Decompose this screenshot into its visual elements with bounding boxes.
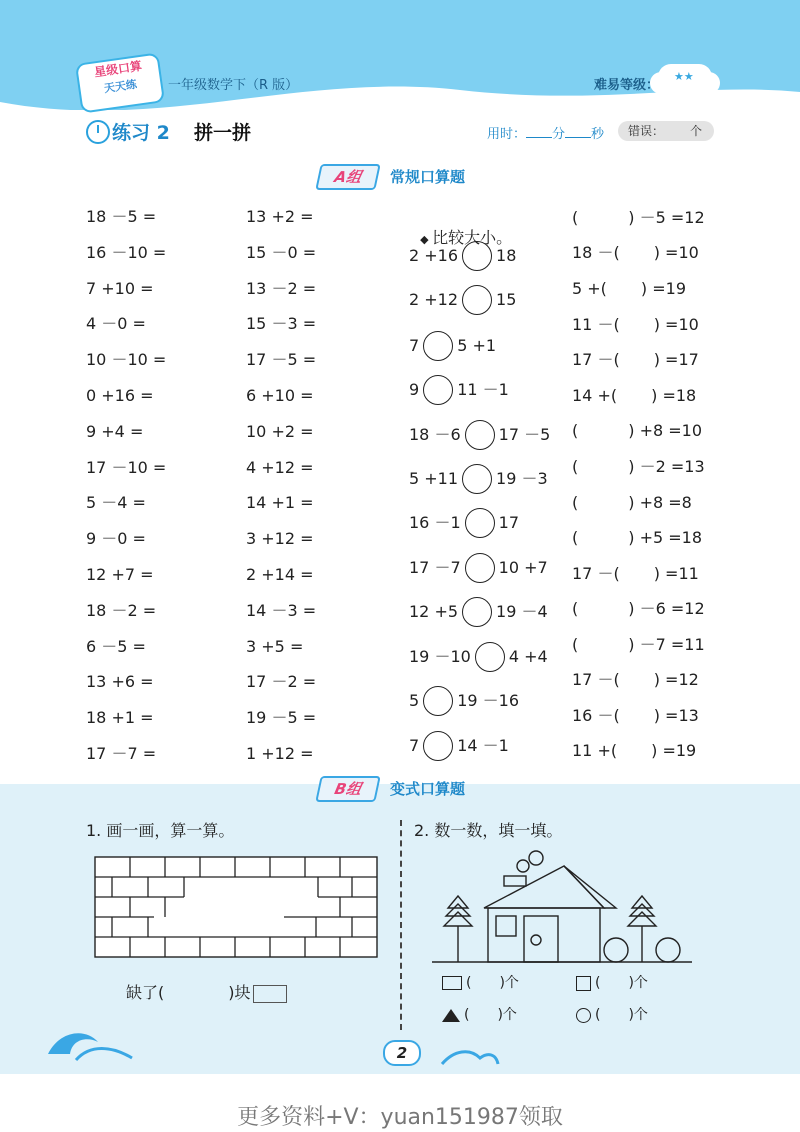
logo-line-2: 天天练	[103, 77, 138, 96]
equation[interactable]: 13 +6 =	[86, 672, 154, 692]
fill-equation	[572, 279, 686, 299]
compare-right: 19 －4	[496, 602, 548, 621]
triangle-icon	[442, 1009, 460, 1022]
book-title: 一年级数学下（R 版）	[168, 78, 299, 93]
equation[interactable]: 6 +10 =	[246, 386, 314, 405]
fill-suffix: =11	[665, 564, 699, 583]
equation[interactable]: 12 +7 =	[86, 565, 154, 584]
fill-prefix: 16 －(	[572, 706, 620, 725]
fill-prefix: (	[572, 528, 579, 547]
fill-close: )	[628, 457, 635, 476]
equation[interactable]: 9 －0 =	[86, 529, 146, 549]
missing-suffix: )块	[228, 983, 251, 1002]
fill-suffix: +8 =8	[639, 493, 692, 512]
fill-prefix: 11 +(	[572, 741, 618, 760]
seconds-blank[interactable]	[565, 137, 591, 138]
compare-left: 7	[409, 336, 420, 355]
errors-unit: 个	[689, 124, 702, 138]
count-close: )个	[628, 975, 648, 991]
fill-suffix: －2 =13	[639, 457, 705, 476]
equation[interactable]: 7 +10 =	[86, 278, 154, 298]
fill-close: )	[653, 706, 660, 725]
rectangle-icon	[442, 976, 462, 990]
difficulty-label: 难易等级：	[594, 78, 660, 93]
compare-circle-blank[interactable]	[423, 331, 453, 361]
fill-suffix: =10	[665, 243, 699, 262]
equation[interactable]: 15 －3 =	[246, 314, 317, 334]
fill-equation	[572, 421, 702, 441]
circle-icon	[576, 1008, 591, 1023]
fill-prefix: (	[572, 635, 579, 654]
compare-left: 16 －1	[409, 513, 461, 532]
equation[interactable]: 17 －7 =	[86, 744, 157, 763]
fill-equation	[572, 670, 699, 690]
fill-suffix: =13	[665, 706, 699, 725]
count-square	[576, 972, 648, 992]
fill-prefix: (	[572, 421, 579, 440]
compare-circle-blank[interactable]	[465, 508, 495, 538]
equation[interactable]: 17 －10 =	[86, 457, 167, 477]
compare-left: 18 －6	[409, 425, 461, 444]
compare-circle-blank[interactable]	[423, 375, 453, 405]
wave-decoration-left	[46, 1024, 136, 1064]
fill-prefix: 17 －(	[572, 670, 620, 689]
fill-prefix: 14 +(	[572, 386, 618, 405]
fill-close: )	[628, 493, 635, 512]
equation[interactable]: 2 +14 =	[246, 565, 314, 584]
compare-circle-blank[interactable]	[423, 686, 453, 716]
fill-equation	[572, 635, 705, 655]
lesson-number: 练习 2	[112, 122, 170, 144]
fill-suffix: =19	[652, 279, 687, 298]
timer-min: 分	[552, 127, 566, 142]
count-open: (	[466, 975, 472, 991]
brick-wall-diagram	[94, 856, 378, 958]
fill-suffix: =10	[665, 315, 699, 334]
equation[interactable]: 19 －5 =	[246, 708, 317, 728]
group-b-title: 变式口算题	[390, 780, 466, 798]
count-triangle	[442, 1004, 517, 1024]
fill-prefix: (	[572, 457, 579, 476]
compare-left: 19 －10	[409, 647, 471, 666]
fill-prefix: (	[572, 493, 579, 512]
minutes-blank[interactable]	[526, 137, 552, 138]
compare-left: 17 －7	[409, 558, 461, 577]
question-2-title: 2. 数一数，填一填。	[414, 821, 563, 840]
fill-close: )	[653, 670, 660, 689]
count-open: (	[595, 1007, 601, 1023]
fill-suffix: =18	[662, 386, 697, 405]
fill-suffix: +5 =18	[639, 528, 703, 547]
time-used	[487, 123, 604, 142]
equation[interactable]: 9 +4 =	[86, 421, 144, 441]
fill-suffix: =12	[665, 670, 699, 689]
timer-sec: 秒	[591, 127, 605, 142]
equation[interactable]: 13 +2 =	[246, 207, 314, 226]
fill-suffix: +8 =10	[639, 421, 703, 440]
fill-close: )	[640, 279, 648, 298]
compare-right: 10 +7	[498, 558, 548, 577]
equation[interactable]: 3 +5 =	[246, 636, 304, 656]
compare-circle-blank[interactable]	[462, 241, 492, 271]
fill-suffix: =19	[662, 741, 697, 760]
fill-close: )	[653, 350, 660, 369]
fill-prefix: 5 +(	[572, 279, 607, 298]
fill-equation	[572, 386, 696, 406]
equation[interactable]: 18 －5 =	[86, 207, 157, 226]
count-rectangle	[442, 972, 519, 992]
cloud-icon	[658, 64, 712, 90]
errors-box[interactable]	[618, 121, 714, 141]
fill-equation	[572, 243, 699, 263]
difficulty-stars: ★★	[674, 70, 694, 83]
fill-equation	[572, 315, 699, 335]
count-close: )个	[497, 1007, 517, 1023]
equation[interactable]: 3 +12 =	[246, 529, 314, 549]
equation[interactable]: 6 －5 =	[86, 636, 146, 656]
compare-heading	[410, 208, 512, 250]
section-divider	[400, 820, 402, 1030]
equation[interactable]: 13 －2 =	[246, 278, 317, 298]
fill-equation	[572, 741, 696, 761]
equation[interactable]: 16 －10 =	[86, 242, 167, 262]
equation[interactable]: 18 －2 =	[86, 600, 157, 620]
alarm-clock-icon	[86, 120, 110, 144]
fill-suffix: －5 =12	[639, 208, 705, 227]
equation[interactable]: 18 +1 =	[86, 708, 154, 728]
fill-close: )	[628, 599, 635, 618]
page-number: 2	[383, 1040, 421, 1066]
fill-close: )	[651, 386, 658, 405]
compare-circle-blank[interactable]	[462, 464, 492, 494]
equation[interactable]: 1 +12 =	[246, 744, 314, 763]
fill-equation	[572, 208, 705, 228]
compare-right: 11 －1	[457, 380, 509, 399]
fill-equation	[572, 599, 705, 619]
compare-right: 18	[496, 246, 517, 265]
count-close: )个	[628, 1007, 648, 1023]
fill-suffix: =17	[665, 350, 699, 369]
compare-right: 19 －16	[457, 691, 519, 710]
question-1-title: 1. 画一画，算一算。	[86, 821, 235, 840]
square-icon	[576, 976, 591, 991]
footer-note: 更多资料+V：yuan151987领取	[237, 1105, 563, 1130]
fill-equation	[572, 457, 705, 477]
compare-right: 5 +1	[457, 336, 497, 355]
fill-prefix: 18 －(	[572, 243, 620, 262]
compare-right: 15	[496, 290, 517, 309]
equation[interactable]: 4 +12 =	[246, 457, 314, 477]
question-1-answer	[126, 980, 287, 1003]
equation[interactable]: 4 －0 =	[86, 314, 146, 334]
fill-equation	[572, 350, 699, 370]
house-scene-diagram	[432, 850, 692, 966]
fill-prefix: 11 －(	[572, 315, 620, 334]
equation[interactable]: 17 －5 =	[246, 350, 317, 370]
equation[interactable]: 14 －3 =	[246, 600, 317, 620]
missing-prefix: 缺了(	[126, 983, 165, 1002]
diamond-bullet-icon: ◆	[420, 233, 433, 246]
equation[interactable]: 15 －0 =	[246, 242, 317, 262]
timer-label: 用时：	[487, 127, 527, 142]
fill-equation	[572, 493, 692, 513]
count-open: (	[595, 975, 601, 991]
compare-right: 4 +4	[508, 647, 548, 666]
compare-left: 2 +16	[409, 246, 459, 265]
fill-close: )	[653, 564, 660, 583]
compare-left: 12 +5	[409, 602, 459, 621]
fill-suffix: －7 =11	[639, 635, 705, 654]
compare-circle-blank[interactable]	[465, 420, 495, 450]
compare-right: 14 －1	[457, 736, 509, 755]
compare-circle-blank[interactable]	[475, 642, 505, 672]
equation[interactable]: 14 +1 =	[246, 493, 314, 513]
compare-circle-blank[interactable]	[423, 731, 453, 761]
fill-close: )	[653, 243, 660, 262]
fill-close: )	[628, 635, 635, 654]
compare-left: 5 +11	[409, 469, 459, 488]
fill-equation	[572, 706, 699, 726]
compare-right: 17 －5	[498, 425, 551, 444]
wave-decoration-right	[440, 1040, 500, 1070]
brick-icon	[253, 985, 287, 1003]
count-circle	[576, 1004, 648, 1024]
fill-equation	[572, 528, 702, 548]
errors-label: 错误：	[628, 124, 665, 138]
compare-left: 9	[409, 380, 420, 399]
fill-close: )	[628, 421, 635, 440]
equation[interactable]: 10 －10 =	[86, 350, 167, 370]
lesson-title: 拼一拼	[194, 122, 252, 144]
equation[interactable]: 5 －4 =	[86, 493, 146, 513]
compare-left: 5	[409, 691, 420, 710]
fill-close: )	[651, 741, 658, 760]
group-b-badge: B组	[315, 776, 381, 802]
fill-prefix: (	[572, 208, 579, 227]
compare-circle-blank[interactable]	[462, 597, 492, 627]
fill-prefix: 17 －(	[572, 350, 620, 369]
compare-title: 比较大小。	[432, 228, 513, 247]
compare-right: 17	[498, 513, 519, 532]
fill-close: )	[628, 208, 635, 227]
compare-right: 19 －3	[496, 469, 548, 488]
fill-suffix: －6 =12	[639, 599, 705, 618]
fill-close: )	[653, 315, 660, 334]
compare-left: 2 +12	[409, 290, 459, 309]
count-open: (	[464, 1007, 470, 1023]
equation[interactable]: 0 +16 =	[86, 386, 154, 405]
group-a-title: 常规口算题	[390, 168, 466, 186]
fill-prefix: (	[572, 599, 579, 618]
equation[interactable]: 17 －2 =	[246, 672, 317, 692]
equation[interactable]: 10 +2 =	[246, 421, 314, 441]
group-a-badge: A组	[315, 164, 381, 190]
fill-prefix: 17 －(	[572, 564, 620, 583]
compare-circle-blank[interactable]	[462, 285, 492, 315]
count-close: )个	[499, 975, 519, 991]
compare-left: 7	[409, 736, 420, 755]
fill-equation	[572, 564, 699, 584]
compare-circle-blank[interactable]	[465, 553, 495, 583]
fill-close: )	[628, 528, 635, 547]
logo-line-1: 星级口算	[93, 58, 143, 80]
